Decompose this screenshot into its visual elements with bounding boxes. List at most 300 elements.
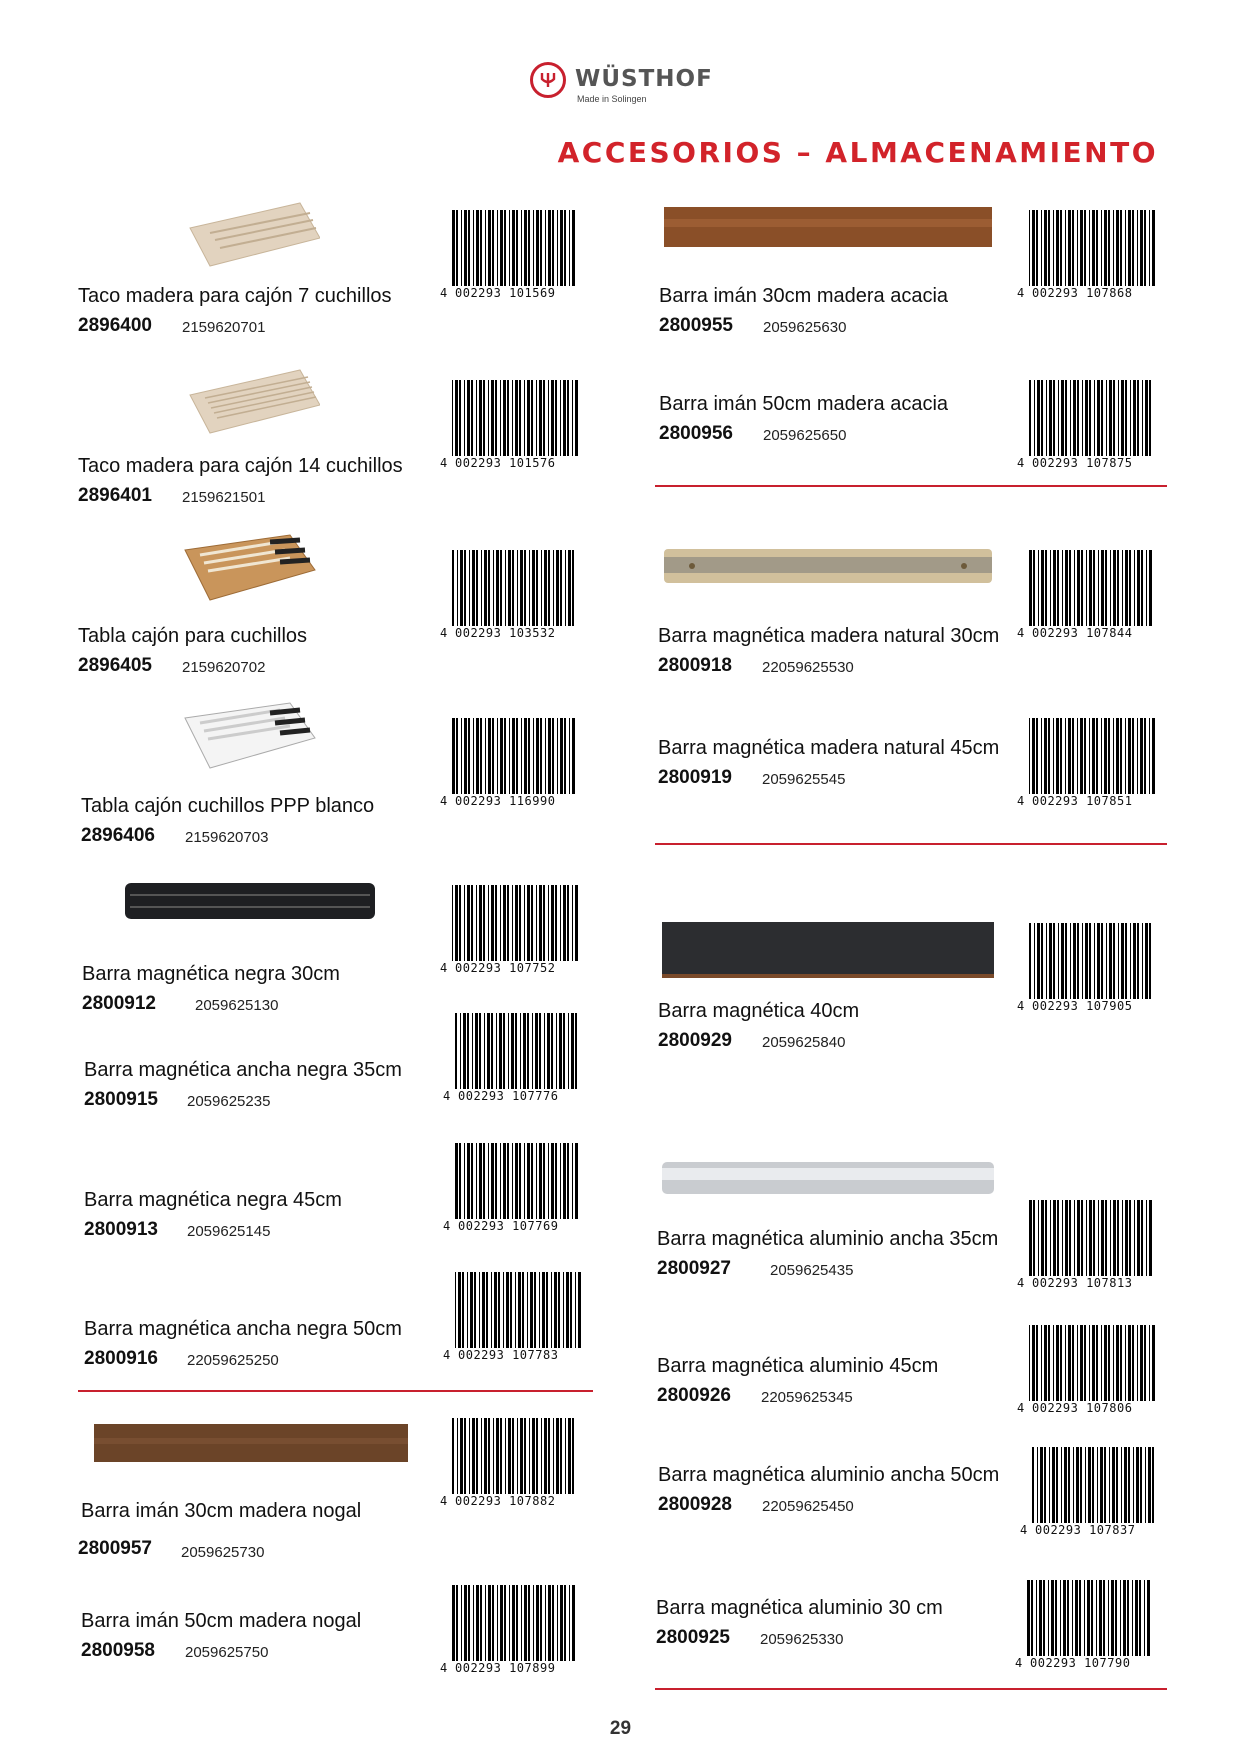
barcode-bar [452,1585,455,1661]
barcode-bar [1086,1200,1087,1276]
barcode-bar [503,380,506,456]
barcode-bar [1128,1447,1130,1523]
barcode-bar [572,380,573,456]
barcode-bar [1117,1200,1119,1276]
barcode-bar [1121,380,1124,456]
barcode-bar [1041,550,1044,626]
barcode-bar [1125,1325,1126,1401]
product-ean: 2159620702 [182,659,266,676]
barcode-bar [464,1418,466,1494]
trident-icon [530,62,566,98]
barcode-bar [1056,1325,1059,1401]
barcode-bar [1057,1200,1059,1276]
barcode-bar [543,380,545,456]
barcode-bar [452,718,455,794]
barcode-bar [1077,923,1079,999]
barcode-bar [521,718,522,794]
barcode-bar [1053,718,1054,794]
barcode-bar [1032,1325,1035,1401]
barcode-bar [557,1585,558,1661]
barcode-bar [540,718,542,794]
barcode-bar [1139,1580,1141,1656]
barcode-bar [572,210,575,286]
barcode-bar [504,1585,506,1661]
product-code: 2800927 [657,1258,731,1279]
barcode-lead-digit: 4 [1017,794,1025,808]
barcode-bar [541,1418,542,1494]
barcode-bar [1149,718,1150,794]
barcode-lead-digit: 4 [440,961,448,975]
barcode-bar [1050,550,1051,626]
barcode-bar [1027,1580,1030,1656]
barcode-bar [529,1418,530,1494]
divider [655,1688,1167,1690]
barcode-lead-digit: 4 [440,626,448,640]
barcode-bar [464,210,467,286]
barcode-lead-digit: 4 [1017,456,1025,470]
barcode-bar [480,1585,482,1661]
barcode-bar [1081,1200,1083,1276]
barcode-bar [476,718,479,794]
product-name: Tabla cajón cuchillos PPP blanco [81,795,375,817]
barcode-bar [524,718,527,794]
barcode-bar [467,1143,470,1219]
barcode-bar [1056,210,1059,286]
barcode-bar [483,380,485,456]
barcode-bar [560,885,561,961]
knife-block-7-image [180,198,320,273]
barcode-bar [567,1143,569,1219]
barcode-bar [1089,380,1091,456]
barcode-bar [552,210,554,286]
barcode-bar [485,210,486,286]
barcode-bar [1094,380,1095,456]
barcode-bar [503,885,506,961]
barcode-bar [548,550,550,626]
barcode-bar [1029,923,1031,999]
barcode-bar [479,885,482,961]
barcode-bar [507,885,509,961]
divider [78,1390,593,1392]
barcode-bar [480,718,482,794]
barcode-bar [1072,1325,1074,1401]
barcode-bar [1041,1325,1042,1401]
barcode-bar [1057,550,1059,626]
barcode-bar [555,885,557,961]
barcode-bar [1121,1447,1122,1523]
barcode-lead-digit: 4 [440,286,448,300]
barcode-bar [1141,550,1143,626]
barcode-bar [515,380,518,456]
product-ean: 2059625750 [185,1644,269,1661]
barcode-bar [1108,1325,1110,1401]
barcode-bar [1123,1580,1126,1656]
barcode-bar [497,1585,498,1661]
product-ean: 2059625130 [195,997,279,1014]
barcode-bar [528,210,530,286]
barcode-bar [1101,1200,1104,1276]
barcode-bar [1029,210,1030,286]
barcode-bar [1101,210,1102,286]
barcode-bar [508,550,511,626]
barcode-bar [1134,1200,1135,1276]
barcode-bar [484,550,487,626]
barcode-bar [1036,210,1038,286]
barcode-bar [1133,923,1136,999]
barcode-bar [452,210,455,286]
barcode-bar [532,550,535,626]
barcode-lead-digit: 4 [440,1494,448,1508]
product-name: Barra magnética negra 45cm [84,1189,342,1211]
barcode-bar [1144,718,1146,794]
barcode-bar [1152,1447,1154,1523]
barcode-bar [476,380,477,456]
barcode-bar [527,380,530,456]
barcode-bar [1061,1447,1062,1523]
product-name: Barra imán 30cm madera acacia [659,285,949,307]
barcode-bar [1076,1447,1079,1523]
barcode [1017,210,1157,300]
barcode-bar [528,1585,530,1661]
barcode-bar [472,550,475,626]
barcode-bar [1142,923,1143,999]
barcode-bar [464,1585,467,1661]
barcode-bar [467,1272,468,1348]
barcode-bar [1087,1580,1090,1656]
barcode-bar [496,550,499,626]
barcode-bar [493,550,494,626]
barcode-bar [1044,1447,1046,1523]
barcode-bar [551,1272,552,1348]
barcode-bar [1129,1200,1131,1276]
product-code: 2800926 [657,1385,731,1406]
barcode-bar [531,1143,533,1219]
product-ean: 2059625235 [187,1093,271,1110]
barcode-bar [515,1143,518,1219]
barcode-bar [468,718,470,794]
barcode-bar [1140,1447,1142,1523]
barcode-bar [473,1585,474,1661]
barcode-bar [548,885,549,961]
barcode-bar [1149,210,1150,286]
barcode-lead-digit: 4 [443,1348,451,1362]
barcode-bar [476,1585,479,1661]
barcode-lead-digit: 4 [1017,626,1025,640]
barcode-bar [1082,923,1083,999]
barcode-bar [1125,550,1128,626]
barcode-bar [452,550,454,626]
barcode-bar [464,718,467,794]
barcode-bar [503,1143,506,1219]
barcode-bar [1032,210,1035,286]
barcode-bar [1064,1447,1067,1523]
barcode-bar [1116,718,1119,794]
barcode-bar [567,885,569,961]
barcode-bar [509,210,510,286]
barcode-bar [512,718,515,794]
barcode-bar [1029,1325,1030,1401]
barcode-bar [1146,1200,1147,1276]
barcode-bar [487,1013,490,1089]
barcode-bar [524,1418,526,1494]
page-title: ACCESORIOS – ALMACENAMIENTO [557,136,1158,169]
barcode-bar [1034,380,1035,456]
barcode-lead-digit: 4 [1017,1276,1025,1290]
barcode-bar [1113,718,1114,794]
barcode-bar [1108,718,1110,794]
barcode-bar [1048,210,1050,286]
product-ean: 2059625730 [181,1544,265,1561]
barcode-number: 002293 107790 [1030,1656,1131,1670]
barcode-bar [473,210,474,286]
barcode-bar [1115,1580,1117,1656]
barcode-bar [545,1585,546,1661]
barcode-bar [1034,923,1035,999]
barcode-bar [1041,718,1042,794]
barcode-bar [564,210,566,286]
barcode-bar [1092,1325,1095,1401]
barcode-bar [1101,380,1103,456]
barcode-bar [488,1585,491,1661]
barcode-bar [488,1418,490,1494]
barcode-bar [1113,1200,1116,1276]
barcode-bar [536,885,537,961]
product-code: 2800915 [84,1089,158,1110]
barcode-bar [517,1418,518,1494]
barcode-bar [1092,210,1095,286]
barcode-bar [527,1143,530,1219]
barcode-bar [481,1418,482,1494]
barcode-bar [1109,923,1112,999]
barcode-bar [512,210,515,286]
barcode [1017,1200,1157,1290]
barcode-bar [512,885,513,961]
barcode-number: 002293 101569 [455,286,556,300]
barcode-bar [1101,718,1102,794]
barcode-bar [572,1585,575,1661]
barcode-bar [575,1272,576,1348]
product-ean: 2159620701 [182,319,266,336]
barcode-bar [495,380,497,456]
barcode-bar [1080,1447,1082,1523]
barcode-bar [515,1272,516,1348]
barcode-bar [1053,923,1055,999]
barcode-bar [548,1143,549,1219]
barcode-bar [548,380,549,456]
page-number: 29 [609,1718,632,1739]
product-code: 2800918 [658,655,732,676]
barcode-bar [568,1013,569,1089]
barcode-bar [461,1585,462,1661]
barcode-bar [560,210,563,286]
barcode-bar [1104,210,1107,286]
barcode-bar [452,1418,454,1494]
barcode-bar [491,380,494,456]
barcode-bar [488,718,491,794]
barcode-bar [533,718,534,794]
barcode-bar [544,1013,545,1089]
barcode-bar [456,718,458,794]
barcode-bar [1046,380,1047,456]
barcode-bar [1053,380,1055,456]
product-ean: 2059625545 [762,771,846,788]
barcode [440,718,580,808]
barcode-bar [551,885,554,961]
barcode-bar [491,1143,494,1219]
barcode-bar [512,1418,514,1494]
barcode-bar [1068,1447,1070,1523]
barcode-bar [512,1585,515,1661]
barcode [1017,1325,1157,1415]
barcode-bar [542,1272,545,1348]
barcode-bar [1137,210,1138,286]
barcode-bar [548,718,551,794]
divider [655,843,1167,845]
barcode-bar [548,1418,550,1494]
barcode-bar [519,885,521,961]
barcode-bar [1065,1325,1066,1401]
barcode-bar [552,1585,554,1661]
barcode-bar [1041,1200,1044,1276]
barcode-bar [1029,718,1030,794]
barcode-bar [1084,1325,1086,1401]
barcode-bar [1037,380,1040,456]
knife-block-14-image [180,365,320,440]
product-code: 2800956 [659,423,733,444]
barcode-bar [500,380,501,456]
barcode-bar [1096,210,1098,286]
barcode-bar [468,1585,470,1661]
barcode-bar [485,718,486,794]
barcode-bar [512,1143,513,1219]
barcode-bar [1120,1580,1121,1656]
barcode-bar [1044,718,1047,794]
barcode-bar [1072,1580,1073,1656]
product-name: Barra magnética 40cm [658,1000,860,1022]
product-ean: 2059625330 [760,1631,844,1648]
barcode-bar [1085,923,1088,999]
barcode-bar [1079,1580,1081,1656]
barcode-number: 002293 116990 [455,794,556,808]
product-ean: 22059625450 [762,1498,854,1515]
barcode-bar [1152,210,1155,286]
barcode-lead-digit: 4 [443,1219,451,1233]
barcode-bar [571,1013,574,1089]
barcode-bar [1065,1200,1068,1276]
barcode-bar [1048,718,1050,794]
barcode-bar [471,1143,473,1219]
barcode-bar [492,210,494,286]
barcode-bar [1065,550,1068,626]
barcode-bar [484,1013,485,1089]
barcode-bar [531,380,533,456]
barcode-bar [548,210,551,286]
barcode-bar [1149,923,1151,999]
barcode-lead-digit: 4 [1020,1523,1028,1537]
barcode-bar [1061,380,1064,456]
product-code: 2800929 [658,1030,732,1051]
barcode-bar [575,885,578,961]
barcode-bar [1128,718,1131,794]
barcode-bar [1077,550,1080,626]
barcode-bar [455,1272,456,1348]
barcode-bar [1056,1447,1058,1523]
barcode-bar [545,210,546,286]
barcode-bar [565,550,566,626]
barcode-bar [1093,1200,1095,1276]
barcode-bar [555,380,557,456]
barcode-bar [1121,923,1124,999]
barcode-number: 002293 107844 [1032,626,1133,640]
barcode-bar [572,718,575,794]
barcode-bar [1053,210,1054,286]
barcode-number: 002293 107752 [455,961,556,975]
barcode-bar [1098,1200,1099,1276]
barcode-bar [563,1272,564,1348]
barcode-bar [1065,210,1066,286]
barcode-bar [1056,718,1059,794]
barcode-bar [1125,923,1127,999]
barcode-bar [1049,923,1052,999]
barcode-bar [1132,210,1134,286]
barcode-bar [536,210,539,286]
barcode-bar [560,380,561,456]
barcode-bar [556,1013,557,1089]
barcode-bar [457,550,458,626]
barcode-bar [1132,718,1134,794]
barcode-bar [536,1585,539,1661]
barcode-bar [1077,380,1079,456]
barcode-bar [483,885,485,961]
barcode-bar [1068,718,1071,794]
barcode-number: 002293 107837 [1035,1523,1136,1537]
barcode-bar [1109,380,1112,456]
barcode [440,1418,580,1508]
barcode-bar [1089,1325,1090,1401]
barcode-bar [1031,1580,1033,1656]
barcode-bar [1109,1447,1110,1523]
barcode-bar [1036,1325,1038,1401]
barcode-bar [1145,923,1148,999]
barcode-bar [515,885,518,961]
barcode-bar [1049,1447,1050,1523]
barcode-bar [476,1418,478,1494]
barcode-bar [1038,550,1039,626]
barcode-bar [1089,718,1090,794]
barcode-bar [523,1013,526,1089]
barcode-bar [1097,923,1100,999]
barcode-bar [505,550,506,626]
barcode-bar [506,1272,509,1348]
barcode-bar [512,550,514,626]
barcode-bar [546,1272,548,1348]
barcode-bar [1128,210,1131,286]
barcode-bar [500,1418,502,1494]
barcode-bar [563,1143,566,1219]
barcode-bar [1048,1325,1050,1401]
barcode-bar [1029,1200,1032,1276]
barcode-bar [564,718,566,794]
barcode-bar [1116,1447,1118,1523]
barcode-bar [575,1143,578,1219]
barcode-bar [1141,1200,1143,1276]
barcode-bar [1148,1447,1151,1523]
barcode-bar [503,1272,504,1348]
barcode-bar [1053,1200,1056,1276]
barcode-number: 002293 107769 [458,1219,559,1233]
barcode-bar [459,380,461,456]
barcode-bar [1146,550,1147,626]
